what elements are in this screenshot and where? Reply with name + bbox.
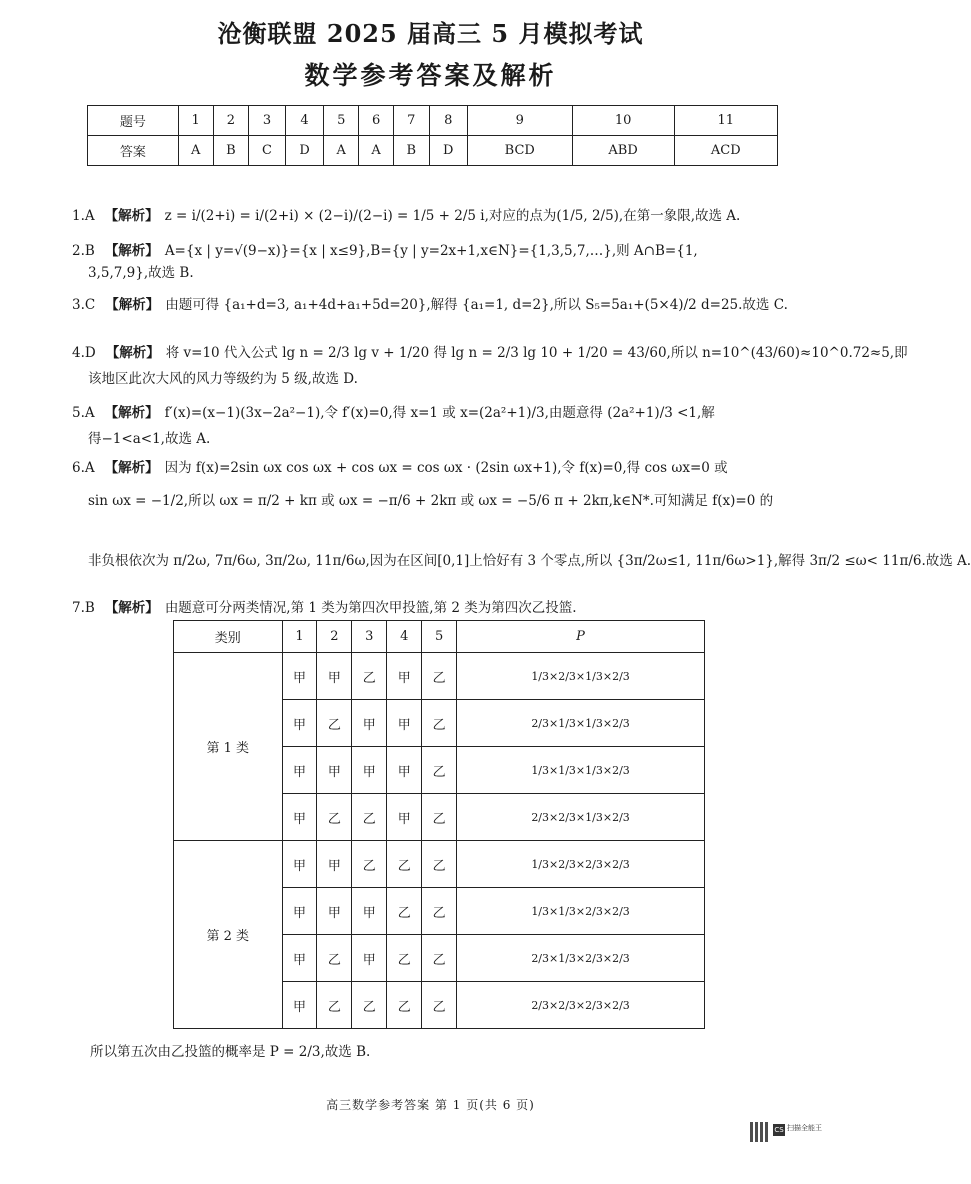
question-number-cell: 7 (394, 106, 429, 136)
shooter-cell: 乙 (352, 653, 387, 700)
answer-cell: D (429, 136, 467, 166)
probability-header-cell: 1 (282, 621, 317, 653)
probability-cell: 1/3×2/3×2/3×2/3 (457, 841, 705, 888)
solution-text: 由题意可分两类情况,第 1 类为第四次甲投篮,第 2 类为第四次乙投篮. (164, 600, 577, 616)
row-label: 答案 (88, 136, 179, 166)
probability-cell: 1/3×2/3×1/3×2/3 (457, 653, 705, 700)
solution-1 (72, 203, 792, 229)
shooter-cell: 甲 (282, 888, 317, 935)
solution-number: 1.A (72, 208, 95, 224)
answer-cell: B (394, 136, 429, 166)
scanner-watermark (750, 1122, 838, 1142)
answer-cell: C (249, 136, 286, 166)
page-footer: 高三数学参考答案 第 1 页(共 6 页) (326, 1098, 535, 1112)
shooter-cell: 甲 (387, 700, 422, 747)
answer-cell: B (213, 136, 248, 166)
solution-number: 5.A (72, 405, 95, 421)
solution-text: 由题可得 {a₁+d=3, a₁+4d+a₁+5d=20},解得 {a₁=1, d=2},所以 S₅=5a₁+(5×4)/2 d=25.故选 C. (165, 297, 788, 313)
solution-4-continued: 该地区此次大风的风力等级约为 5 级,故选 D. (88, 371, 358, 387)
shooter-cell: 甲 (282, 700, 317, 747)
question-number-cell: 1 (178, 106, 213, 136)
question-number-cell: 4 (285, 106, 323, 136)
shooter-cell: 乙 (387, 935, 422, 982)
analysis-tag: 【解析】 (104, 460, 159, 476)
answer-cell: A (324, 136, 359, 166)
shooter-cell: 甲 (282, 747, 317, 794)
solution-7 (72, 595, 792, 621)
category-cell: 第 2 类 (174, 841, 283, 1029)
shooter-cell: 甲 (352, 747, 387, 794)
shooter-cell: 甲 (282, 794, 317, 841)
analysis-tag: 【解析】 (104, 243, 159, 259)
shooter-cell: 甲 (317, 888, 352, 935)
solution-number: 4.D (72, 345, 96, 361)
shooter-cell: 甲 (282, 653, 317, 700)
probability-cell: 1/3×1/3×2/3×2/3 (457, 888, 705, 935)
answer-table (87, 105, 778, 166)
shooter-cell: 甲 (387, 747, 422, 794)
shooter-cell: 乙 (422, 653, 457, 700)
shooter-cell: 甲 (387, 653, 422, 700)
answer-table-number-row (88, 106, 778, 136)
answer-table-answer-row (88, 136, 778, 166)
watermark-text: 扫描全能王 (787, 1124, 822, 1132)
question-number-cell: 3 (249, 106, 286, 136)
camscanner-logo-icon: CS (774, 1126, 784, 1134)
shooter-cell: 乙 (422, 888, 457, 935)
solution-2-continued: 3,5,7,9},故选 B. (88, 265, 194, 281)
shooter-cell: 乙 (422, 747, 457, 794)
probability-header-cell: 3 (352, 621, 387, 653)
solution-text: 因为 f(x)=2sin ωx cos ωx + cos ωx = cos ωx · (2sin ωx+1),令 f(x)=0,得 cos ωx=0 或 (164, 460, 728, 476)
shooter-cell: 甲 (352, 935, 387, 982)
probability-cell: 2/3×2/3×1/3×2/3 (457, 794, 705, 841)
answer-cell: A (178, 136, 213, 166)
solution-number: 6.A (72, 460, 95, 476)
solution-number: 3.C (72, 297, 96, 313)
probability-cell: 1/3×1/3×1/3×2/3 (457, 747, 705, 794)
solution-text: 将 v=10 代入公式 lg n = 2/3 lg v + 1/20 得 lg n = 2/3 lg 10 + 1/20 = 43/60,所以 n=10^(43/60)≈10^0.72≈5,即 (165, 345, 908, 361)
category-cell: 第 1 类 (174, 653, 283, 841)
question-number-cell: 9 (467, 106, 572, 136)
shooter-cell: 甲 (317, 653, 352, 700)
question-number-cell: 5 (324, 106, 359, 136)
probability-header-cell: 5 (422, 621, 457, 653)
probability-header-cell: 4 (387, 621, 422, 653)
analysis-tag: 【解析】 (104, 208, 159, 224)
question-number-cell: 2 (213, 106, 248, 136)
solution-6-continued: sin ωx = −1/2,所以 ωx = π/2 + kπ 或 ωx = −π/6 + 2kπ 或 ωx = −5/6 π + 2kπ,k∈N*.可知满足 f(x)=0 的 (88, 493, 774, 509)
probability-cell: 2/3×2/3×2/3×2/3 (457, 982, 705, 1029)
probability-header-cell: P (457, 621, 705, 653)
probability-cell: 2/3×1/3×2/3×2/3 (457, 935, 705, 982)
shooter-cell: 乙 (387, 982, 422, 1029)
shooter-cell: 乙 (352, 794, 387, 841)
table-row (174, 841, 705, 888)
probability-cell: 2/3×1/3×1/3×2/3 (457, 700, 705, 747)
solution-6 (72, 455, 792, 481)
probability-table-body (174, 653, 705, 1029)
shooter-cell: 甲 (387, 794, 422, 841)
shooter-cell: 乙 (317, 935, 352, 982)
shooter-cell: 乙 (352, 841, 387, 888)
shooter-cell: 甲 (282, 935, 317, 982)
shooter-cell: 乙 (422, 700, 457, 747)
analysis-tag: 【解析】 (104, 405, 159, 421)
shooter-cell: 甲 (282, 841, 317, 888)
shooter-cell: 甲 (352, 888, 387, 935)
shooter-cell: 乙 (422, 982, 457, 1029)
answer-cell: BCD (467, 136, 572, 166)
solution-text: A={x | y=√(9−x)}={x | x≤9},B={y | y=2x+1,x∈N}={1,3,5,7,…},则 A∩B={1, (164, 243, 698, 259)
probability-header-cell: 2 (317, 621, 352, 653)
document-title: 沧衡联盟 2025 届高三 5 月模拟考试 (217, 19, 644, 48)
shooter-cell: 乙 (422, 794, 457, 841)
solution-5 (72, 400, 792, 426)
shooter-cell: 甲 (352, 700, 387, 747)
question-number-cell: 8 (429, 106, 467, 136)
row-label: 题号 (88, 106, 179, 136)
solution-text: z = i/(2+i) = i/(2+i) × (2−i)/(2−i) = 1/5 + 2/5 i,对应的点为(1/5, 2/5),在第一象限,故选 A. (164, 208, 741, 224)
analysis-tag: 【解析】 (105, 345, 160, 361)
question-number-cell: 10 (572, 106, 674, 136)
answer-cell: A (359, 136, 394, 166)
probability-table (173, 620, 705, 1029)
solution-number: 7.B (72, 600, 95, 616)
shooter-cell: 甲 (317, 841, 352, 888)
solution-text: f′(x)=(x−1)(3x−2a²−1),令 f′(x)=0,得 x=1 或 x=(2a²+1)/3,由题意得 (2a²+1)/3 <1,解 (164, 405, 715, 421)
probability-table-header (174, 621, 705, 653)
solution-5-continued: 得−1<a<1,故选 A. (88, 431, 211, 447)
answer-cell: ACD (674, 136, 777, 166)
shooter-cell: 乙 (422, 935, 457, 982)
shooter-cell: 乙 (317, 700, 352, 747)
solution-6-continued-2: 非负根依次为 π/2ω, 7π/6ω, 3π/2ω, 11π/6ω,因为在区间[0,1]上恰好有 3 个零点,所以 {3π/2ω≤1, 11π/6ω>1},解得 3π/2 ≤ω< 11π/6.故选 A. (88, 553, 971, 569)
solution-number: 2.B (72, 243, 95, 259)
conclusion-text: 所以第五次由乙投篮的概率是 P = 2/3,故选 B. (90, 1044, 371, 1060)
solution-4 (72, 340, 908, 366)
shooter-cell: 乙 (352, 982, 387, 1029)
shooter-cell: 乙 (317, 982, 352, 1029)
probability-header-cell: 类别 (174, 621, 283, 653)
qr-code-icon (750, 1122, 770, 1142)
analysis-tag: 【解析】 (105, 297, 160, 313)
shooter-cell: 乙 (387, 841, 422, 888)
shooter-cell: 乙 (422, 841, 457, 888)
document-subtitle: 数学参考答案及解析 (304, 61, 557, 90)
shooter-cell: 甲 (282, 982, 317, 1029)
answer-cell: D (285, 136, 323, 166)
solution-3 (72, 292, 792, 318)
answer-cell: ABD (572, 136, 674, 166)
table-row (174, 653, 705, 700)
shooter-cell: 乙 (387, 888, 422, 935)
shooter-cell: 乙 (317, 794, 352, 841)
question-number-cell: 11 (674, 106, 777, 136)
question-number-cell: 6 (359, 106, 394, 136)
analysis-tag: 【解析】 (104, 600, 159, 616)
shooter-cell: 甲 (317, 747, 352, 794)
